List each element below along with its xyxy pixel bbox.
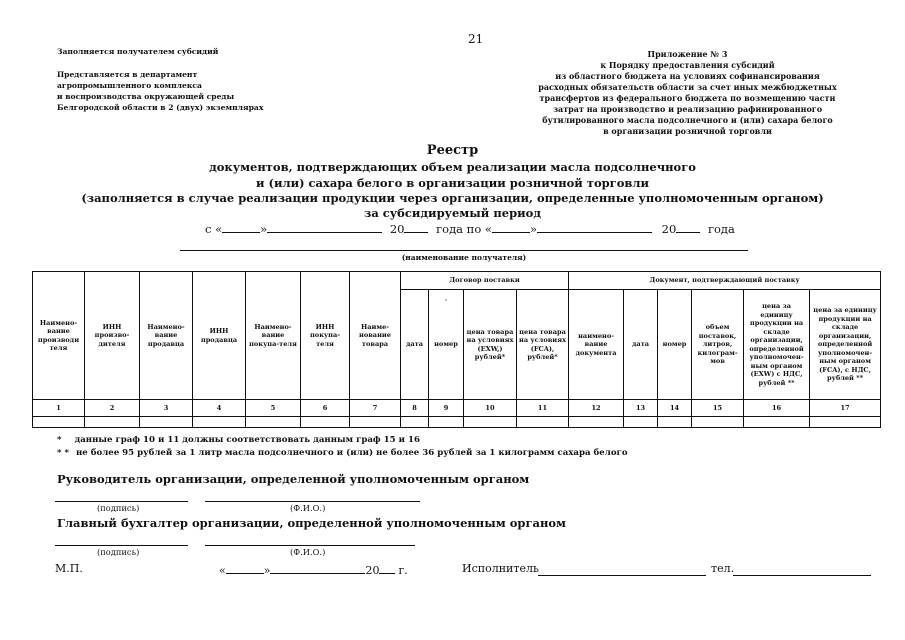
title-line: за субсидируемый период [364, 206, 541, 220]
data-cell[interactable] [464, 417, 517, 428]
footnote-2 [57, 448, 628, 458]
title-line: и (или) сахара белого в организации розничной торговли [255, 176, 650, 190]
executor-field[interactable] [538, 575, 706, 576]
data-cell[interactable] [140, 417, 193, 428]
period-to-label: года по « [436, 222, 492, 236]
footnote-1 [57, 435, 420, 445]
appendix-line: расходных обязательств области за счет иных межбюджетных [538, 82, 837, 92]
appendix-line: в организации розничной торговли [603, 126, 772, 136]
column-number: 2 [85, 400, 140, 417]
accountant-fio-field[interactable] [205, 545, 415, 546]
year-abbr: г. [398, 564, 408, 577]
period-line [205, 221, 735, 236]
signature-caption: (подпись) [97, 503, 140, 513]
date-year-field[interactable] [379, 562, 395, 574]
header-cell: дата [401, 290, 429, 400]
footnote-mark: * [57, 435, 62, 445]
quote-open: « [219, 564, 226, 577]
period-end-month-field[interactable] [537, 221, 652, 233]
data-cell[interactable] [692, 417, 744, 428]
fill-note: Заполняется получателем субсидий [57, 47, 219, 56]
period-year-prefix: 20 [389, 222, 405, 236]
column-number: 1 [33, 400, 85, 417]
appendix-line: Приложение № 3 [647, 49, 728, 59]
period-year-prefix: 20 [661, 222, 677, 236]
phone-field[interactable] [733, 575, 871, 576]
document-group-header: Документ, подтверждающий поставку [569, 272, 881, 290]
data-cell[interactable] [517, 417, 569, 428]
column-number: 9 [429, 400, 464, 417]
recipient-caption: (наименование получателя) [401, 253, 527, 262]
data-cell[interactable] [193, 417, 246, 428]
submit-note-line: Белгородской области в 2 (двух) экземплярах [57, 103, 264, 112]
recipient-name-field[interactable] [180, 250, 748, 251]
header-cell: цена за единицу продукции на складе организации, определенной уполномочен-ным органом (FCA), с НДС, рублей ** [810, 290, 881, 400]
column-number: 13 [624, 400, 658, 417]
footnote-text: данные граф 10 и 11 должны соответствовать данным граф 15 и 16 [74, 435, 420, 445]
column-number: 8 [401, 400, 429, 417]
data-cell[interactable] [33, 417, 85, 428]
header-cell: цена товара на условиях (FCA), рублей* [517, 290, 569, 400]
column-number: 11 [517, 400, 569, 417]
executor-label: Исполнитель [462, 562, 539, 575]
fio-caption: (Ф.И.О.) [290, 547, 326, 557]
accountant-signature-field[interactable] [55, 545, 188, 546]
stamp-label: М.П. [55, 562, 83, 575]
appendix-line: из областного бюджета на условиях софинансирования [555, 71, 820, 81]
column-number: 5 [246, 400, 301, 417]
period-start-year-field[interactable] [404, 221, 428, 233]
period-start-day-field[interactable] [222, 221, 260, 233]
title-line: документов, подтверждающих объем реализации масла подсолнечного [209, 160, 696, 174]
header-cell: Наимено-вание покупа-теля [246, 272, 301, 400]
date-line [219, 562, 408, 577]
column-number: 15 [692, 400, 744, 417]
data-cell[interactable] [429, 417, 464, 428]
header-cell: наимено-вание документа [569, 290, 624, 400]
column-number: 4 [193, 400, 246, 417]
page-number: 21 [468, 32, 484, 46]
phone-label: тел. [711, 562, 735, 575]
contract-group-header: Договор поставки [401, 272, 569, 290]
appendix-line: трансфертов из федерального бюджета по возмещению части [539, 93, 836, 103]
header-cell: ИНН продавца [193, 272, 246, 400]
signature-caption: (подпись) [97, 547, 140, 557]
date-day-field[interactable] [226, 562, 264, 574]
dot-mark: · [444, 296, 448, 304]
header-cell: цена товара на условиях (EXW,) рублей* [464, 290, 517, 400]
submit-note-line: и воспроизводства окружающей среды [57, 92, 235, 101]
quote-close: » [529, 222, 538, 236]
header-cell: Наимено-вание производи теля [33, 272, 85, 400]
period-from-label: с « [205, 222, 223, 236]
data-cell[interactable] [401, 417, 429, 428]
data-cell[interactable] [246, 417, 301, 428]
column-number: 6 [301, 400, 350, 417]
header-cell: Наимено-вание продавца [140, 272, 193, 400]
column-number: 12 [569, 400, 624, 417]
data-cell[interactable] [569, 417, 624, 428]
column-number: 17 [810, 400, 881, 417]
footnote-mark: * * [57, 448, 69, 458]
quote-close: » [263, 564, 271, 577]
header-cell: цена за единицу продукции на складе организации, определенной уполномочен-ным органом (EXW) с НДС, рублей ** [744, 290, 810, 400]
column-number: 16 [744, 400, 810, 417]
title-line: (заполняется в случае реализации продукции через организации, определенные уполномоченным органом) [81, 191, 824, 205]
header-cell: Наиме-нование товара [350, 272, 401, 400]
data-cell[interactable] [301, 417, 350, 428]
submit-note-line: Представляется в департамент [57, 70, 198, 79]
accountant-signature-title: Главный бухгалтер организации, определенной уполномоченным органом [57, 516, 567, 530]
header-cell: ИНН произво-дителя [85, 272, 140, 400]
registry-table [32, 271, 881, 428]
date-month-field[interactable] [270, 562, 365, 574]
column-number: 14 [658, 400, 692, 417]
data-cell[interactable] [624, 417, 658, 428]
header-cell: номер [658, 290, 692, 400]
data-cell[interactable] [350, 417, 401, 428]
appendix-line: затрат на производство и реализацию рафинированного [552, 104, 823, 114]
period-end-year-field[interactable] [676, 221, 700, 233]
head-fio-field[interactable] [205, 501, 420, 502]
appendix-block [520, 49, 855, 137]
header-cell-label: номер [434, 340, 458, 349]
data-cell[interactable] [810, 417, 881, 428]
appendix-line: к Порядку предоставления субсидий [600, 60, 775, 70]
header-cell: объем поставок, литров, килограм-мов [692, 290, 744, 400]
header-cell [429, 290, 464, 400]
period-start-month-field[interactable] [267, 221, 382, 233]
column-number: 7 [350, 400, 401, 417]
data-cell[interactable] [658, 417, 692, 428]
fio-caption: (Ф.И.О.) [290, 503, 326, 513]
date-year-prefix: 20 [365, 564, 380, 577]
column-number: 10 [464, 400, 517, 417]
footnote-text: не более 95 рублей за 1 литр масла подсолнечного и (или) не более 36 рублей за 1 килограмм сахара белого [75, 448, 628, 458]
data-cell[interactable] [85, 417, 140, 428]
column-number: 3 [140, 400, 193, 417]
data-cell[interactable] [744, 417, 810, 428]
document-title: Реестр [426, 143, 479, 158]
appendix-line: бутилированного масла подсолнечного и (или) сахара белого [542, 115, 833, 125]
quote-close: » [260, 222, 268, 236]
head-signature-title: Руководитель организации, определенной уполномоченным органом [57, 472, 530, 486]
header-cell: дата [624, 290, 658, 400]
period-year-label: года [707, 222, 735, 236]
header-cell: ИНН покупа-теля [301, 272, 350, 400]
period-end-day-field[interactable] [492, 221, 530, 233]
head-signature-field[interactable] [55, 501, 188, 502]
submit-note-line: агропромышленного комплекса [57, 81, 202, 90]
